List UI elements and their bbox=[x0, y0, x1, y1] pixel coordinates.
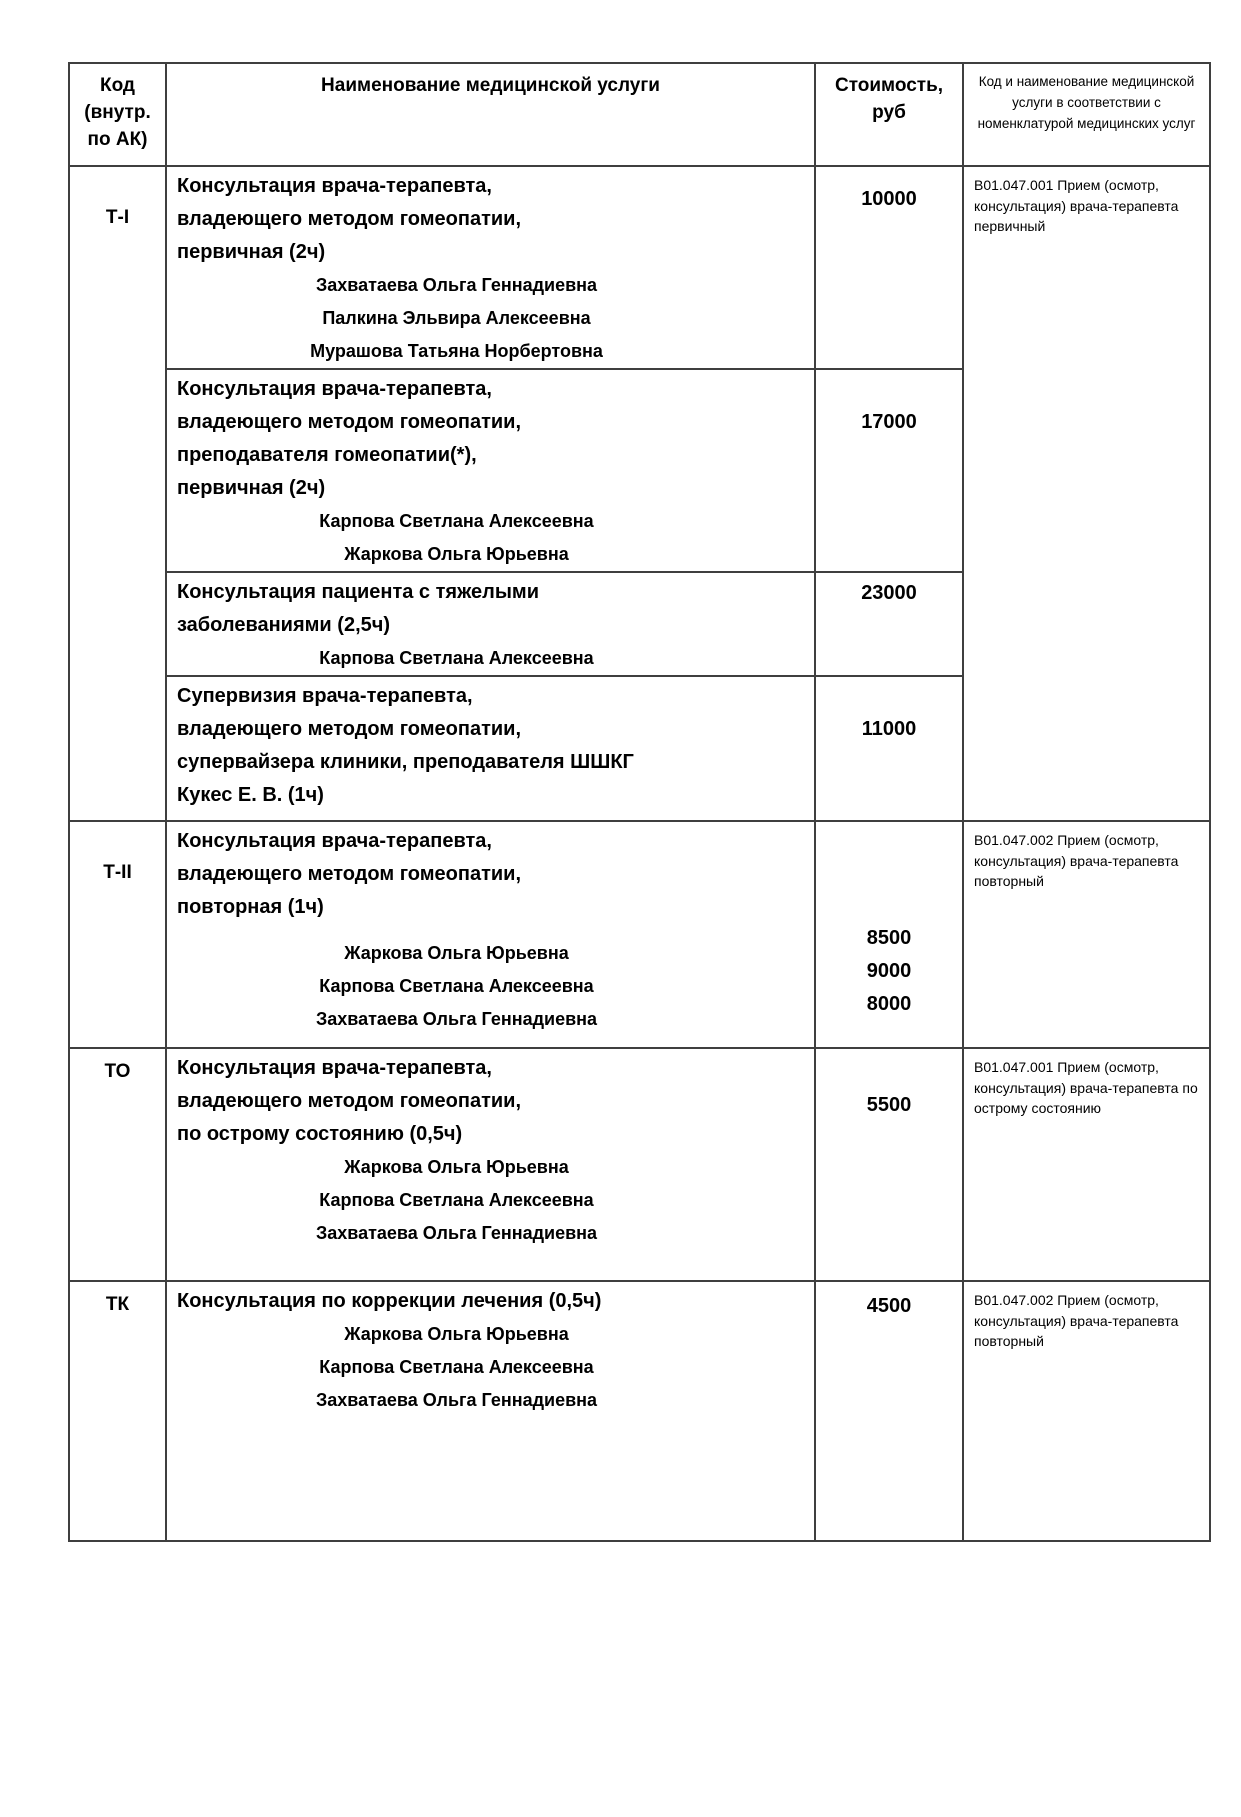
service-title-line: заболеваниями (2,5ч) bbox=[177, 614, 391, 636]
service-cell bbox=[166, 1048, 815, 1281]
service-title bbox=[177, 1285, 806, 1318]
doctor-name: Карпова Светлана Алексеевна bbox=[319, 648, 594, 668]
doctor-name: Карпова Светлана Алексеевна bbox=[319, 1190, 594, 1210]
service-title bbox=[177, 680, 806, 812]
table-row bbox=[69, 821, 1210, 1048]
service-cell bbox=[166, 821, 815, 1048]
service-title-line: повторная (1ч) bbox=[177, 896, 324, 918]
code-cell-t2: Т-II bbox=[69, 821, 166, 1048]
doctor-name: Карпова Светлана Алексеевна bbox=[319, 511, 594, 531]
header-price: Стоимость, руб bbox=[815, 63, 963, 166]
price-value: 5500 bbox=[866, 1094, 912, 1116]
price-cell bbox=[815, 1281, 963, 1541]
table-row bbox=[69, 166, 1210, 369]
doctor-list bbox=[177, 1151, 736, 1250]
doctor-list bbox=[177, 642, 736, 675]
doctor-name: Жаркова Ольга Юрьевна bbox=[344, 943, 569, 963]
doctor-name: Палкина Эльвира Алексеевна bbox=[322, 308, 591, 328]
service-title bbox=[177, 373, 806, 505]
service-title-line: по острому состоянию (0,5ч) bbox=[177, 1123, 463, 1145]
service-title-line: владеющего методом гомеопатии, bbox=[177, 863, 522, 885]
code-cell-to: ТО bbox=[69, 1048, 166, 1281]
price-cell bbox=[815, 676, 963, 821]
doctor-name: Карпова Светлана Алексеевна bbox=[319, 976, 594, 996]
service-title-line: Консультация пациента с тяжелыми bbox=[177, 581, 539, 603]
price-cell bbox=[815, 369, 963, 572]
service-title-line: Консультация врача-терапевта, bbox=[177, 1057, 492, 1079]
table-header-row bbox=[69, 63, 1210, 166]
service-title bbox=[177, 576, 806, 642]
service-cell bbox=[166, 676, 815, 821]
price-cell bbox=[815, 1048, 963, 1281]
service-title-line: преподавателя гомеопатии(*), bbox=[177, 444, 477, 466]
doctor-name: Жаркова Ольга Юрьевна bbox=[344, 1324, 569, 1344]
doctor-name: Захватаева Ольга Геннадиевна bbox=[315, 275, 598, 295]
doctor-name: Захватаева Ольга Геннадиевна bbox=[315, 1223, 598, 1243]
service-title-line: владеющего методом гомеопатии, bbox=[177, 208, 522, 230]
price-value: 8500 bbox=[866, 927, 912, 949]
service-title-line: владеющего методом гомеопатии, bbox=[177, 718, 522, 740]
service-title-line: владеющего методом гомеопатии, bbox=[177, 1090, 522, 1112]
service-title-line: Консультация врача-терапевта, bbox=[177, 378, 492, 400]
header-service: Наименование медицинской услуги bbox=[166, 63, 815, 166]
doctor-name: Жаркова Ольга Юрьевна bbox=[344, 544, 569, 564]
price-value: 17000 bbox=[861, 411, 917, 433]
doctor-list bbox=[177, 937, 736, 1036]
price-value: 4500 bbox=[866, 1295, 912, 1317]
nomenclature-cell: В01.047.001 Прием (осмотр, консультация) врача-терапевта по острому состоянию bbox=[963, 1048, 1210, 1281]
nomenclature-cell: В01.047.002 Прием (осмотр, консультация) врача-терапевта повторный bbox=[963, 821, 1210, 1048]
doctor-list bbox=[177, 269, 736, 368]
header-code: Код (внутр. по АК) bbox=[69, 63, 166, 166]
price-value: 10000 bbox=[861, 188, 917, 210]
doctor-list bbox=[177, 505, 736, 571]
doctor-name: Жаркова Ольга Юрьевна bbox=[344, 1157, 569, 1177]
document-page bbox=[0, 62, 1241, 1542]
table-row bbox=[69, 1048, 1210, 1281]
price-value: 11000 bbox=[861, 718, 917, 740]
service-title-line: Консультация врача-терапевта, bbox=[177, 830, 492, 852]
doctor-name: Мурашова Татьяна Норбертовна bbox=[310, 341, 603, 361]
service-title bbox=[177, 1052, 806, 1151]
table-row bbox=[69, 1281, 1210, 1541]
price-cell bbox=[815, 166, 963, 369]
service-title-line: Кукес Е. В. (1ч) bbox=[177, 784, 324, 806]
code-cell-t1: Т-I bbox=[69, 166, 166, 821]
service-cell bbox=[166, 369, 815, 572]
price-cell bbox=[815, 572, 963, 676]
header-nomenclature: Код и наименование медицинской услуги в соответствии с номенклатурой медицинских услуг bbox=[963, 63, 1210, 166]
service-title-line: первичная (2ч) bbox=[177, 241, 326, 263]
service-title-line: владеющего методом гомеопатии, bbox=[177, 411, 522, 433]
doctor-name: Захватаева Ольга Геннадиевна bbox=[315, 1390, 598, 1410]
service-cell bbox=[166, 1281, 815, 1541]
service-title-line: Консультация врача-терапевта, bbox=[177, 175, 492, 197]
doctor-name: Захватаева Ольга Геннадиевна bbox=[315, 1009, 598, 1029]
service-title-line: Супервизия врача-терапевта, bbox=[177, 685, 473, 707]
price-value: 8000 bbox=[866, 993, 912, 1015]
nomenclature-cell: В01.047.001 Прием (осмотр, консультация) врача-терапевта первичный bbox=[963, 166, 1210, 821]
service-title bbox=[177, 825, 806, 924]
doctor-list bbox=[177, 1318, 736, 1417]
service-title-line: Консультация по коррекции лечения (0,5ч) bbox=[177, 1290, 602, 1312]
service-cell bbox=[166, 572, 815, 676]
service-title-line: супервайзера клиники, преподавателя ШШКГ bbox=[177, 751, 634, 773]
service-title bbox=[177, 170, 806, 269]
price-value: 23000 bbox=[861, 582, 917, 604]
price-table bbox=[68, 62, 1211, 1542]
service-title-line: первичная (2ч) bbox=[177, 477, 326, 499]
doctor-name: Карпова Светлана Алексеевна bbox=[319, 1357, 594, 1377]
code-cell-tk: ТК bbox=[69, 1281, 166, 1541]
price-cell bbox=[815, 821, 963, 1048]
nomenclature-cell: В01.047.002 Прием (осмотр, консультация) врача-терапевта повторный bbox=[963, 1281, 1210, 1541]
service-cell bbox=[166, 166, 815, 369]
price-value: 9000 bbox=[866, 960, 912, 982]
